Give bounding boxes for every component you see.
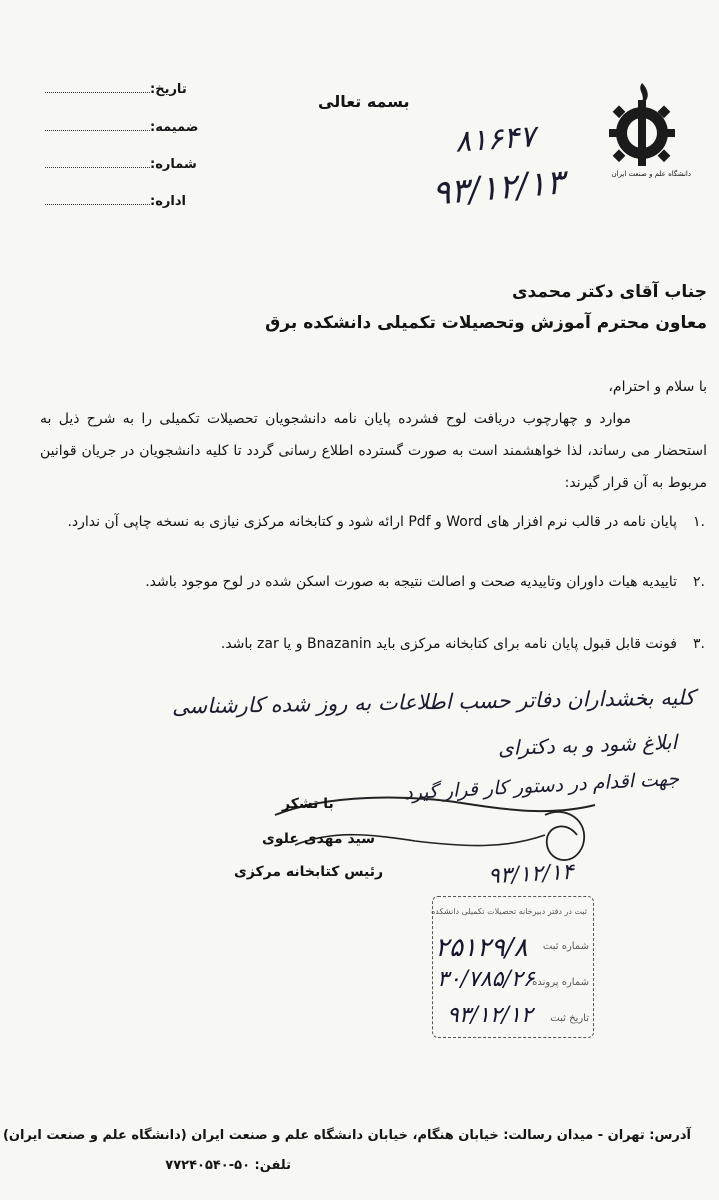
university-logo (596, 75, 691, 185)
logo-text: دانشگاه علم و صنعت ایران (611, 170, 691, 178)
list-item (40, 628, 705, 660)
handwritten-note-line1: کلیه بخشداران دفاتر حسب اطلاعات به روز شده کارشناسی (172, 685, 696, 719)
department-label: اداره: (150, 194, 186, 209)
list-text: پایان نامه در قالب نرم افزار های Word و Pdf ارائه شود و کتابخانه مرکزی نیازی به نسخه چاپی آن ندارد. (67, 514, 677, 530)
handwritten-note-line3: جهت اقدام در دستور کار قرار گیرد (403, 767, 680, 805)
signatory-title: رئیس کتابخانه مرکزی (234, 864, 384, 880)
stamp-label-date: تاریخ ثبت (550, 1013, 589, 1024)
intro-paragraph: موارد و چهارچوب دریافت لوح فشرده پایان نامه دانشجویان تحصیلات تکمیلی را به شرح ذیل به استحضار می رساند، لذا خواهشمند است به صورت گسترده اطلاع رسانی گردد تا کلیه دانشجویان در جریان قوانین مربوط به آن قرار گیرند: (40, 411, 707, 491)
list-number: .۱ (693, 514, 705, 530)
handwritten-date: ۹۳/۱۲/۱۳ (430, 162, 566, 214)
list-text: فونت قابل قبول پایان نامه برای کتابخانه مرکزی باید Bnazanin و یا zar باشد. (220, 636, 677, 652)
footer-address: آدرس: تهران - میدان رسالت: خیابان هنگام، خیابان دانشگاه علم و صنعت ایران (دانشگاه علم و صنعت ایران) (2, 1128, 691, 1143)
signature-thanks: با تشکر (282, 796, 334, 812)
number-label: شماره: (150, 157, 197, 172)
list-item (40, 506, 705, 538)
stamp-label-file: شماره پرونده (532, 977, 589, 988)
attachment-field (45, 120, 198, 135)
page-title: بسمه تعالی (318, 92, 410, 111)
date-label: تاریخ: (150, 82, 187, 97)
signatory-name: سید مهدی علوی (262, 831, 376, 847)
stamp-label-number: شماره ثبت (542, 941, 589, 952)
stamp-value-number: ۲۵۱۲۹/۸ (435, 933, 528, 963)
department-field (45, 194, 186, 209)
greeting: با سلام و احترام، (608, 379, 707, 395)
stamp-value-date: ۹۳/۱۲/۱۲ (447, 1003, 533, 1028)
list-number: .۳ (693, 636, 705, 652)
stamp-value-file: ۳۰/۷۸۵/۲۶ (437, 967, 535, 992)
number-field (45, 157, 197, 172)
attachment-label: ضمیمه: (150, 120, 199, 135)
addressee-line2: معاون محترم آموزش وتحصیلات تکمیلی دانشکده برق (265, 313, 707, 333)
gear-icon (596, 75, 691, 185)
list-item (40, 566, 705, 598)
addressee-line1: جناب آقای دکتر محمدی (511, 282, 707, 302)
handwritten-note-date: ۹۳/۱۲/۱۴ (487, 859, 575, 890)
list-number: .۲ (693, 574, 705, 590)
list-text: تاییدیه هیات داوران وتاییدیه صحت و اصالت نتیجه به صورت اسکن شده در لوح موجود باشد. (145, 574, 677, 590)
handwritten-note-line2: ابلاغ شود و به دکترای (497, 729, 678, 761)
stamp-label-top: ثبت در دفتر دبیرخانه تحصیلات تکمیلی دانشکده (431, 907, 587, 916)
footer-phone: تلفن: ۵۰-۷۷۲۴۰۵۴۰ (165, 1158, 291, 1173)
handwritten-number: ۸۱۶۴۷ (453, 119, 537, 160)
registration-stamp (432, 896, 594, 1038)
date-field (45, 82, 187, 97)
